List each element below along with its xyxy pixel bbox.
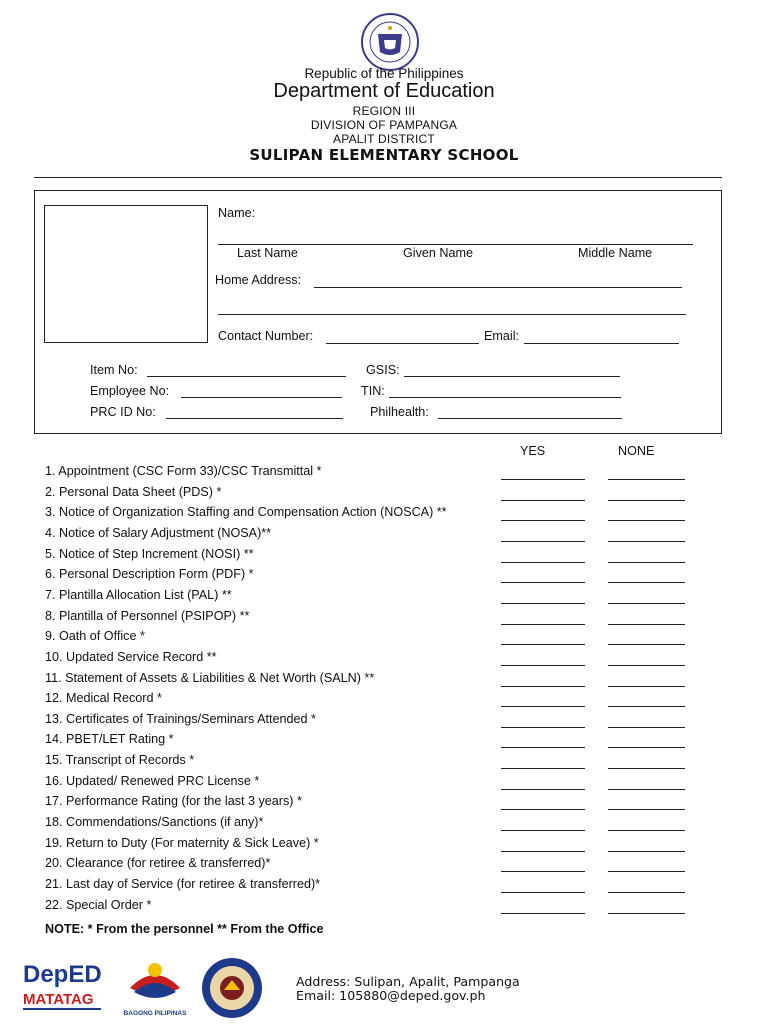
checklist-yes-field[interactable]: [501, 665, 585, 666]
checklist-item-label: 1. Appointment (CSC Form 33)/CSC Transmittal *: [45, 464, 322, 478]
philhealth-field[interactable]: [438, 418, 622, 419]
gsis-label: GSIS:: [366, 363, 400, 377]
bagong-pilipinas-text: BAGONG PILIPINAS: [123, 1010, 187, 1017]
item-no-label: Item No:: [90, 363, 138, 377]
department-heading: Department of Education: [273, 80, 495, 102]
checklist-none-field[interactable]: [608, 706, 685, 707]
checklist-yes-field[interactable]: [501, 603, 585, 604]
checklist-yes-field[interactable]: [501, 520, 585, 521]
checklist-yes-field[interactable]: [501, 500, 585, 501]
checklist-item-label: 17. Performance Rating (for the last 3 years) *: [45, 794, 302, 808]
checklist-none-field[interactable]: [608, 851, 685, 852]
checklist-none-field[interactable]: [608, 892, 685, 893]
checklist-none-field[interactable]: [608, 913, 685, 914]
bagong-pilipinas-logo-icon: [118, 952, 192, 1018]
checklist-none-field[interactable]: [608, 520, 685, 521]
email-label: Email:: [484, 329, 519, 343]
checklist-yes-field[interactable]: [501, 892, 585, 893]
deped-logo-text: DepED: [23, 961, 102, 988]
checklist-none-field[interactable]: [608, 541, 685, 542]
yes-header: YES: [520, 444, 546, 458]
checklist-item-label: 7. Plantilla Allocation List (PAL) **: [45, 588, 232, 602]
school-seal-icon: [196, 956, 268, 1020]
name-field[interactable]: [218, 244, 693, 245]
checklist-yes-field[interactable]: [501, 541, 585, 542]
checklist-yes-field[interactable]: [501, 727, 585, 728]
checklist-item-label: 16. Updated/ Renewed PRC License *: [45, 774, 260, 788]
checklist-none-field[interactable]: [608, 727, 685, 728]
division-heading: DIVISION OF PAMPANGA: [310, 118, 458, 132]
name-label: Name:: [218, 206, 256, 220]
republic-heading: Republic of the Philippines: [304, 66, 464, 81]
checklist-none-field[interactable]: [608, 500, 685, 501]
employee-no-label: Employee No:: [90, 384, 170, 398]
checklist-item-label: 15. Transcript of Records *: [45, 753, 195, 767]
none-header: NONE: [618, 444, 655, 458]
checklist-item-label: 3. Notice of Organization Staffing and Compensation Action (NOSCA) **: [45, 505, 447, 519]
checklist-none-field[interactable]: [608, 562, 685, 563]
home-address-label: Home Address:: [215, 273, 302, 287]
deped-seal-icon: [360, 12, 420, 72]
checklist-item-label: 4. Notice of Salary Adjustment (NOSA)**: [45, 526, 272, 540]
checklist-none-field[interactable]: [608, 809, 685, 810]
checklist-none-field[interactable]: [608, 665, 685, 666]
checklist-none-field[interactable]: [608, 871, 685, 872]
note: NOTE: * From the personnel ** From the Office: [45, 922, 324, 936]
contact-label: Contact Number:: [218, 329, 314, 343]
photo-box[interactable]: [44, 205, 208, 343]
footer-address: Address: Sulipan, Apalit, Pampanga: [296, 974, 520, 989]
checklist-yes-field[interactable]: [501, 871, 585, 872]
school-name: SULIPAN ELEMENTARY SCHOOL: [249, 146, 519, 164]
checklist-item-label: 12. Medical Record *: [45, 691, 162, 705]
checklist-yes-field[interactable]: [501, 582, 585, 583]
tin-field[interactable]: [389, 397, 621, 398]
given-name-caption: Given Name: [403, 246, 473, 260]
checklist-none-field[interactable]: [608, 603, 685, 604]
header-divider: [34, 177, 722, 178]
last-name-caption: Last Name: [237, 246, 298, 260]
checklist-item-label: 22. Special Order *: [45, 898, 152, 912]
checklist-none-field[interactable]: [608, 686, 685, 687]
checklist-none-field[interactable]: [608, 830, 685, 831]
deped-matatag-logo-icon: [22, 956, 104, 1018]
checklist-none-field[interactable]: [608, 624, 685, 625]
checklist-yes-field[interactable]: [501, 830, 585, 831]
checklist-item-label: 20. Clearance (for retiree & transferred)*: [45, 856, 271, 870]
checklist-item-label: 13. Certificates of Trainings/Seminars Attended *: [45, 712, 316, 726]
checklist-none-field[interactable]: [608, 768, 685, 769]
checklist-item-label: 6. Personal Description Form (PDF) *: [45, 567, 254, 581]
tin-label: TIN:: [361, 384, 385, 398]
checklist-item-label: 18. Commendations/Sanctions (if any)*: [45, 815, 264, 829]
contact-field[interactable]: [326, 343, 479, 344]
checklist-yes-field[interactable]: [501, 624, 585, 625]
checklist-item-label: 5. Notice of Step Increment (NOSI) **: [45, 547, 254, 561]
checklist-none-field[interactable]: [608, 479, 685, 480]
checklist-item-label: 11. Statement of Assets & Liabilities & Net Worth (SALN) **: [45, 671, 375, 685]
district-heading: APALIT DISTRICT: [333, 132, 435, 146]
email-field[interactable]: [524, 343, 679, 344]
checklist-yes-field[interactable]: [501, 789, 585, 790]
home-address-field[interactable]: [314, 287, 682, 288]
checklist-item-label: 9. Oath of Office *: [45, 629, 145, 643]
checklist-yes-field[interactable]: [501, 686, 585, 687]
checklist-yes-field[interactable]: [501, 706, 585, 707]
checklist-item-label: 2. Personal Data Sheet (PDS) *: [45, 485, 222, 499]
home-address-field-2[interactable]: [218, 314, 686, 315]
checklist-yes-field[interactable]: [501, 809, 585, 810]
checklist-item-label: 14. PBET/LET Rating *: [45, 732, 174, 746]
checklist-none-field[interactable]: [608, 582, 685, 583]
checklist-yes-field[interactable]: [501, 768, 585, 769]
footer-email: Email: 105880@deped.gov.ph: [296, 988, 486, 1003]
checklist-item-label: 10. Updated Service Record **: [45, 650, 217, 664]
philhealth-label: Philhealth:: [370, 405, 429, 419]
prc-label: PRC ID No:: [90, 405, 156, 419]
prc-field[interactable]: [166, 418, 343, 419]
matatag-logo-text: MATATAG: [23, 991, 94, 1008]
checklist-none-field[interactable]: [608, 644, 685, 645]
checklist-yes-field[interactable]: [501, 479, 585, 480]
checklist-none-field[interactable]: [608, 747, 685, 748]
checklist-item-label: 21. Last day of Service (for retiree & transferred)*: [45, 877, 321, 891]
checklist-yes-field[interactable]: [501, 913, 585, 914]
middle-name-caption: Middle Name: [578, 246, 653, 260]
item-no-field[interactable]: [147, 376, 346, 377]
checklist-none-field[interactable]: [608, 789, 685, 790]
checklist-item-label: 19. Return to Duty (For maternity & Sick Leave) *: [45, 836, 319, 850]
checklist-item-label: 8. Plantilla of Personnel (PSIPOP) **: [45, 609, 250, 623]
employee-no-field[interactable]: [181, 397, 342, 398]
checklist-yes-field[interactable]: [501, 562, 585, 563]
checklist-yes-field[interactable]: [501, 747, 585, 748]
checklist-yes-field[interactable]: [501, 851, 585, 852]
checklist-yes-field[interactable]: [501, 644, 585, 645]
gsis-field[interactable]: [404, 376, 620, 377]
region-heading: REGION III: [352, 104, 416, 118]
